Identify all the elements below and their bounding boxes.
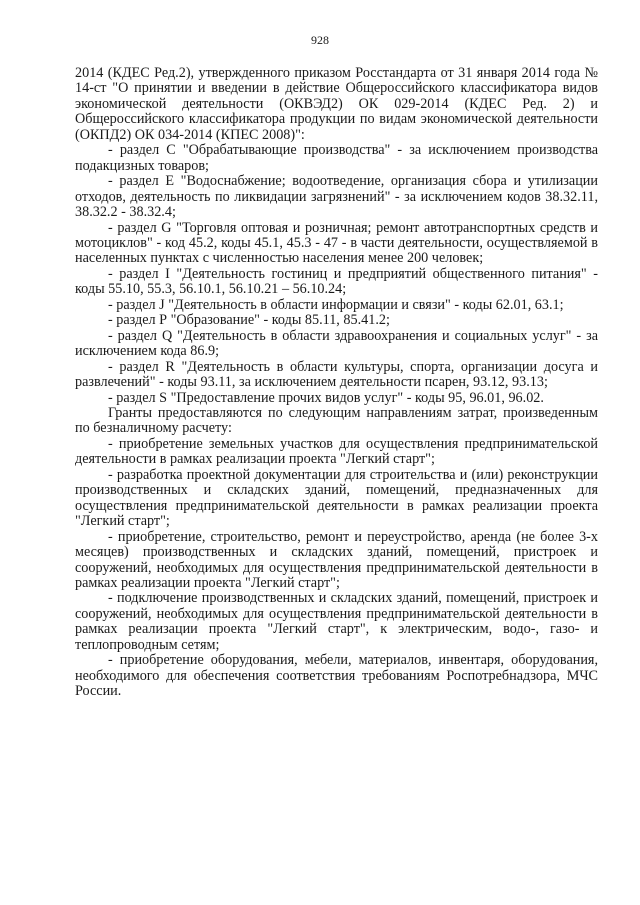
list-item-section-s: - раздел S "Предоставление прочих видов услуг" - коды 95, 96.01, 96.02. xyxy=(108,389,544,406)
list-item-utility-connection: - подключение производственных и складских зданий, помещений, пристроек и сооружений, необходимых для осуществления предпринимательской деятельности в рамках реализации проекта "Легкий старт", к электрическим, водо-, газо- и теплопроводным сетям; xyxy=(75,590,598,653)
list-item-project-documentation: - разработка проектной документации для строительства и (или) реконструкции производственных и складских зданий, помещений, предназначенных для осуществления предпринимательской деятельности в рамках реализации проекта "Легкий старт"; xyxy=(75,466,598,530)
list-item-section-q: - раздел Q "Деятельность в области здравоохранения и социальных услуг" - за исключением кода 86.9; xyxy=(75,327,598,360)
list-item-section-j: - раздел J "Деятельность в области информации и связи" - коды 62.01, 63.1; xyxy=(108,296,564,313)
list-item-section-p: - раздел Р "Образование" - коды 85.11, 85.41.2; xyxy=(108,312,390,329)
list-item-section-i: - раздел I "Деятельность гостиниц и предприятий общественного питания" - коды 55.10, 55.3, 56.10.1, 56.10.21 – 56.10.24; xyxy=(75,265,598,298)
list-item-equipment-purchase: - приобретение оборудования, мебели, материалов, инвентаря, оборудования, необходимого для обеспечения соответствия требованиям Роспотребнадзора, МЧС России. xyxy=(75,652,598,700)
intro-paragraph: 2014 (КДЕС Ред.2), утвержденного приказом Росстандарта от 31 января 2014 года № 14-ст "О принятии и введении в действие Общероссийского классификатора видов экономической деятельности (ОКВЭД2) ОК 029-2014 (КДЕС Ред. 2) и Общероссийского классификатора продукции по видам экономической деятельности (ОКПД2) ОК 034-2014 (КПЕС 2008)": xyxy=(75,65,598,143)
list-item-section-e: - раздел Е "Водоснабжение; водоотведение, организация сбора и утилизации отходов, деятельность по ликвидации загрязнений" - за исключением кодов 38.32.11, 38.32.2 - 38.32.4; xyxy=(75,173,598,221)
list-item-construction-rent: - приобретение, строительство, ремонт и переустройство, аренда (не более 3-х месяцев) производственных и складских зданий, помещений, пристроек и сооружений, необходимых для осуществления предпринимательской деятельности в рамках реализации проекта "Легкий старт"; xyxy=(75,528,598,591)
list-item-section-g: - раздел G "Торговля оптовая и розничная; ремонт автотранспортных средств и мотоциклов" - код 45.2, коды 45.1, 45.3 - 47 - в части деятельности, осуществляемой в населенных пунктах с численностью населения менее 200 человек; xyxy=(75,219,598,267)
list-item-section-r: - раздел R "Деятельность в области культуры, спорта, организации досуга и развлечений" - коды 93.11, за исключением деятельности псарен, 93.12, 93.13; xyxy=(75,358,598,391)
list-item-section-c: - раздел С "Обрабатывающие производства" - за исключением производства подакцизных товаров; xyxy=(75,142,598,174)
document-body xyxy=(75,66,598,700)
grants-intro-paragraph: Гранты предоставляются по следующим направлениям затрат, произведенным по безналичному расчету: xyxy=(75,404,598,437)
page-number: 928 xyxy=(311,33,329,47)
list-item-land-purchase: - приобретение земельных участков для осуществления предпринимательской деятельности в рамках реализации проекта "Легкий старт"; xyxy=(75,435,598,468)
